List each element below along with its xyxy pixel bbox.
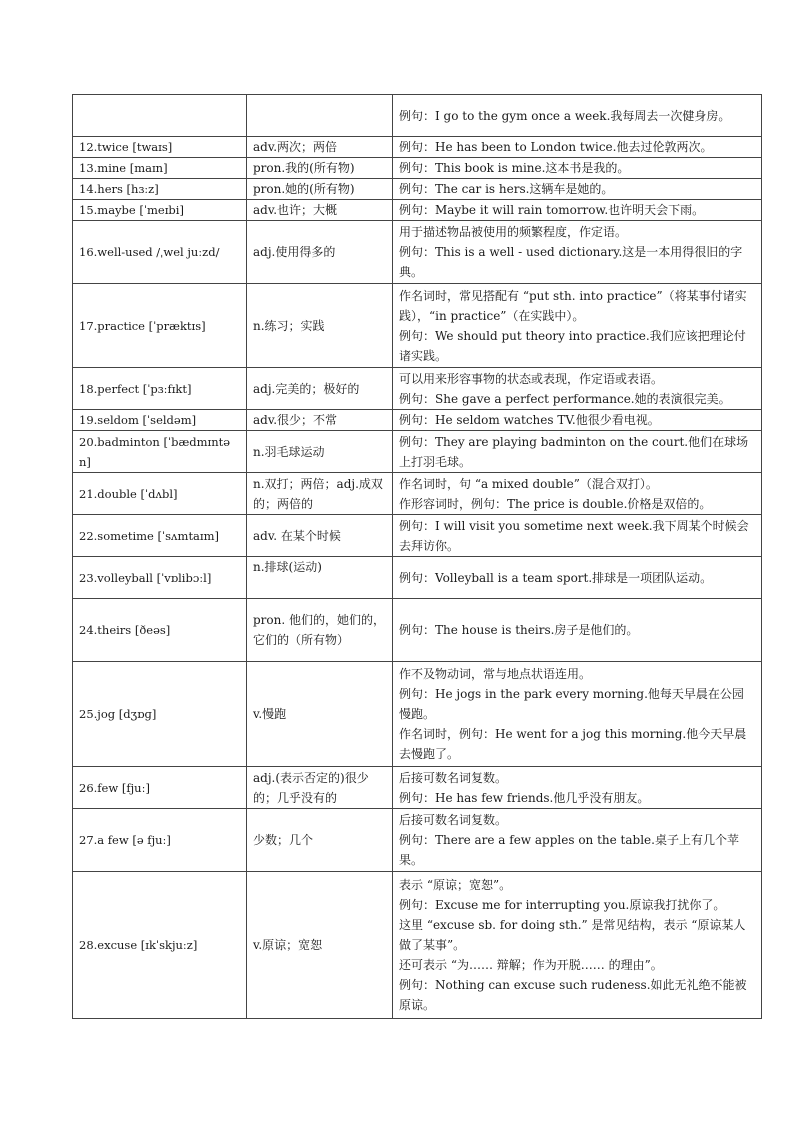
meaning-cell: v.原谅；宽恕: [247, 872, 393, 1019]
note-line: 例句：They are playing badminton on the court.他们在球场上打羽毛球。: [399, 434, 749, 469]
table-row: [73, 431, 762, 473]
note-line: 作名词时，常见搭配有 “put sth. into practice”（将某事付诸实践），“in practice”（在实践中）。: [399, 288, 747, 323]
meaning-cell: pron.我的(所有物): [247, 158, 393, 179]
notes-cell: [393, 662, 762, 767]
table-row: [73, 179, 762, 200]
meaning-cell: n.双打；两倍；adj.成双的；两倍的: [247, 473, 393, 515]
note-line: 例句：He has been to London twice.他去过伦敦两次。: [399, 140, 713, 154]
note-line: 例句：This book is mine.这本书是我的。: [399, 161, 630, 175]
meaning-cell: v.慢跑: [247, 662, 393, 767]
word-cell: 16.well-used /ˌwel juːzd/: [73, 221, 247, 284]
notes-cell: [393, 872, 762, 1019]
table-row: [73, 872, 762, 1019]
word-cell: 20.badminton [ˈbædmɪntən]: [73, 431, 247, 473]
meaning-cell: pron.她的(所有物): [247, 179, 393, 200]
notes-cell: [393, 599, 762, 662]
meaning-cell: n.排球(运动): [247, 557, 393, 599]
note-line: 例句：The car is hers.这辆车是她的。: [399, 182, 614, 196]
table-row: [73, 809, 762, 872]
note-line: 后接可数名词复数。: [399, 770, 508, 785]
word-cell: 27.a few [ə fjuː]: [73, 809, 247, 872]
meaning-cell: pron. 他们的，她们的，它们的（所有物）: [247, 599, 393, 662]
note-line: 例句：The house is theirs.房子是他们的。: [399, 623, 639, 637]
word-cell: 28.excuse [ɪkˈskjuːz]: [73, 872, 247, 1019]
note-line: 例句：Excuse me for interrupting you.原谅我打扰你了。: [399, 898, 726, 912]
notes-cell: [393, 200, 762, 221]
word-cell: 15.maybe [ˈmeɪbi]: [73, 200, 247, 221]
meaning-cell: adv.也许；大概: [247, 200, 393, 221]
notes-cell: [393, 557, 762, 599]
notes-cell: [393, 767, 762, 809]
table-row: [73, 557, 762, 599]
word-cell: 17.practice [ˈpræktɪs]: [73, 284, 247, 368]
note-line: 例句：Nothing can excuse such rudeness.如此无礼绝不能被原谅。: [399, 978, 747, 1012]
table-row: [73, 368, 762, 410]
note-line: 后接可数名词复数。: [399, 813, 508, 827]
word-cell: [73, 95, 247, 137]
meaning-cell: 少数；几个: [247, 809, 393, 872]
word-cell: 24.theirs [ðeəs]: [73, 599, 247, 662]
notes-cell: [393, 410, 762, 431]
meaning-cell: n.羽毛球运动: [247, 431, 393, 473]
word-cell: 12.twice [twaɪs]: [73, 137, 247, 158]
word-cell: 21.double [ˈdʌbl]: [73, 473, 247, 515]
table-row: [73, 284, 762, 368]
notes-cell: [393, 431, 762, 473]
word-cell: 18.perfect [ˈpɜːfɪkt]: [73, 368, 247, 410]
notes-cell: [393, 515, 762, 557]
note-line: 用于描述物品被使用的频繁程度，作定语。: [399, 225, 628, 239]
word-cell: 13.mine [maɪn]: [73, 158, 247, 179]
notes-cell: [393, 158, 762, 179]
table-row: [73, 473, 762, 515]
note-line: 表示 “原谅；宽恕”。: [399, 878, 512, 892]
word-cell: 26.few [fjuː]: [73, 767, 247, 809]
meaning-cell: adv.两次；两倍: [247, 137, 393, 158]
note-line: 例句：There are a few apples on the table.桌子上有几个苹果。: [399, 833, 739, 867]
notes-cell: [393, 137, 762, 158]
meaning-cell: adv. 在某个时候: [247, 515, 393, 557]
word-cell: 23.volleyball [ˈvɒlibɔːl]: [73, 557, 247, 599]
note-line: 可以用来形容事物的状态或表现，作定语或表语。: [399, 371, 664, 386]
table-row: [73, 200, 762, 221]
table-row: [73, 137, 762, 158]
note-line: 例句：We should put theory into practice.我们应该把理论付诸实践。: [399, 328, 746, 363]
note-line: 例句：Volleyball is a team sport.排球是一项团队运动。: [399, 570, 713, 585]
table-row: [73, 221, 762, 284]
note-line: 例句：This is a well - used dictionary.这是一本用得很旧的字典。: [399, 245, 743, 279]
notes-cell: [393, 473, 762, 515]
note-line: 还可表示 “为…… 辩解；作为开脱…… 的理由”。: [399, 958, 663, 972]
note-line: 作名词时，例句：He went for a jog this morning.他今天早晨去慢跑了。: [399, 727, 747, 761]
word-cell: 14.hers [hɜːz]: [73, 179, 247, 200]
note-line: 例句：I will visit you sometime next week.我下周某个时候会去拜访你。: [399, 518, 749, 553]
note-line: 这里 “excuse sb. for doing sth.” 是常见结构，表示 “原谅某人做了某事”。: [399, 918, 746, 952]
table-row: [73, 599, 762, 662]
word-cell: 25.jog [dʒɒɡ]: [73, 662, 247, 767]
table-row: [73, 662, 762, 767]
note-line: 例句：Maybe it will rain tomorrow.也许明天会下雨。: [399, 203, 705, 217]
notes-cell: [393, 221, 762, 284]
note-line: 作不及物动词，常与地点状语连用。: [399, 667, 592, 681]
meaning-cell: adv.很少；不常: [247, 410, 393, 431]
vocabulary-table: [72, 94, 762, 1019]
table-row: [73, 95, 762, 137]
meaning-cell: adj.使用得多的: [247, 221, 393, 284]
notes-cell: [393, 809, 762, 872]
meaning-cell: n.练习；实践: [247, 284, 393, 368]
table-row: [73, 767, 762, 809]
table-row: [73, 158, 762, 179]
table-row: [73, 515, 762, 557]
meaning-cell: adj.(表示否定的)很少的；几乎没有的: [247, 767, 393, 809]
meaning-cell: [247, 95, 393, 137]
meaning-cell: adj.完美的；极好的: [247, 368, 393, 410]
note-line: 例句：He has few friends.他几乎没有朋友。: [399, 790, 650, 805]
notes-cell: [393, 95, 762, 137]
word-cell: 19.seldom [ˈseldəm]: [73, 410, 247, 431]
note-line: 例句：She gave a perfect performance.她的表演很完美。: [399, 391, 731, 406]
word-cell: 22.sometime [ˈsʌmtaɪm]: [73, 515, 247, 557]
notes-cell: [393, 284, 762, 368]
note-line: 例句：I go to the gym once a week.我每周去一次健身房。: [399, 108, 731, 123]
note-line: 作形容词时，例句：The price is double.价格是双倍的。: [399, 496, 712, 511]
table-row: [73, 410, 762, 431]
vocabulary-table-body: [73, 95, 762, 1019]
notes-cell: [393, 179, 762, 200]
note-line: 例句：He jogs in the park every morning.他每天早晨在公园慢跑。: [399, 687, 744, 721]
note-line: 例句：He seldom watches TV.他很少看电视。: [399, 413, 660, 427]
notes-cell: [393, 368, 762, 410]
note-line: 作名词时，句 “a mixed double”（混合双打）。: [399, 476, 658, 491]
